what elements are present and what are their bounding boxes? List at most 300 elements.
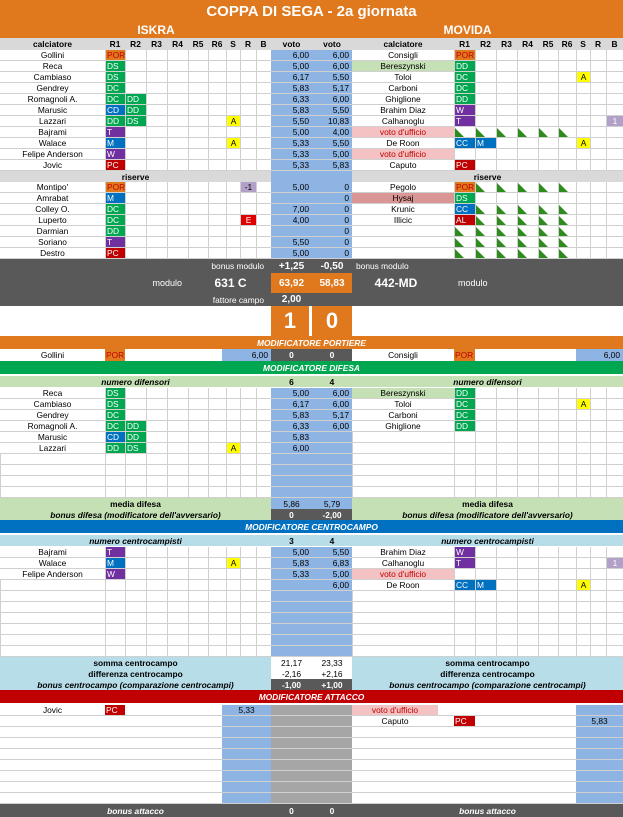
empty-cell [496, 432, 517, 442]
empty-cell [590, 476, 606, 486]
away-player-name[interactable] [352, 226, 454, 236]
red-card-flag: -1 [240, 182, 256, 192]
empty-cell [188, 388, 208, 398]
empty-cell [590, 646, 606, 656]
empty-cell [226, 149, 240, 159]
empty-cell [558, 72, 576, 82]
empty-cell [590, 569, 606, 579]
home-player-name[interactable]: Marusic [37, 432, 68, 442]
role-badge: CD [105, 105, 125, 115]
away-col-header: R1 [459, 39, 470, 49]
empty-cell [517, 149, 538, 159]
role-badge: DS [454, 193, 475, 203]
empty-cell [475, 635, 496, 645]
empty-cell [271, 646, 312, 656]
away-player-name[interactable]: Krunic [391, 204, 415, 214]
empty-cell [125, 388, 146, 398]
starter-row [0, 149, 623, 160]
green-triangle-icon [559, 183, 568, 192]
empty-cell [105, 465, 125, 475]
empty-cell [312, 635, 352, 645]
difesa-row [0, 388, 623, 399]
empty-cell [240, 569, 256, 579]
empty-cell [517, 193, 538, 203]
empty-cell [105, 454, 125, 464]
empty-cell [146, 410, 167, 420]
empty-cell [167, 204, 188, 214]
empty-cell [256, 149, 271, 159]
empty-cell [558, 580, 576, 590]
empty-cell [240, 613, 256, 623]
away-player-name[interactable]: Brahim Diaz [380, 547, 426, 557]
empty-cell [606, 105, 623, 115]
away-vote: 4,00 [312, 127, 352, 137]
away-player-name[interactable]: voto d'ufficio [352, 127, 454, 137]
away-player-name[interactable]: Illicic [393, 215, 413, 225]
empty-cell [208, 399, 226, 409]
bonus-centrocampo-row [0, 679, 623, 690]
empty-cell [352, 454, 454, 464]
empty-cell [226, 237, 240, 247]
empty-cell [558, 443, 576, 453]
empty-cell [496, 476, 517, 486]
home-player-name[interactable]: Gendrey [36, 410, 69, 420]
empty-cell [271, 476, 312, 486]
role-badge: DD [105, 443, 125, 453]
green-triangle-icon [455, 227, 464, 236]
centrocampo-subheader [0, 535, 623, 546]
away-vote: 6,00 [312, 94, 352, 104]
home-col-header: R2 [130, 39, 141, 49]
empty-cell [590, 558, 606, 568]
empty-cell [256, 116, 271, 126]
attacco-row [0, 782, 623, 793]
empty-cell [606, 635, 623, 645]
role-badge: CC [454, 204, 475, 214]
home-player-name[interactable]: Reca [42, 61, 63, 71]
empty-cell [167, 476, 188, 486]
empty-cell [256, 432, 271, 442]
empty-cell [576, 116, 590, 126]
empty-cell [606, 487, 623, 497]
empty-cell [0, 465, 105, 475]
away-vote: 6,00 [312, 61, 352, 71]
empty-cell [590, 127, 606, 137]
empty-cell [240, 138, 256, 148]
empty-cell [558, 61, 576, 71]
role-badge: PC [105, 705, 125, 715]
away-player-name[interactable]: Toloi [394, 72, 412, 82]
empty-cell [538, 399, 558, 409]
green-triangle-icon [497, 216, 506, 225]
empty-cell [226, 476, 240, 486]
home-player-name[interactable]: Destro [40, 248, 65, 258]
empty-cell [188, 613, 208, 623]
empty-cell [208, 487, 226, 497]
empty-cell [226, 580, 240, 590]
home-player-name[interactable]: Marusic [37, 105, 68, 115]
green-triangle-icon [559, 128, 568, 137]
empty-cell [576, 160, 590, 170]
empty-cell [208, 432, 226, 442]
empty-cell [352, 635, 454, 645]
empty-cell [576, 443, 590, 453]
bonus-difesa-row [0, 509, 623, 520]
empty-cell [496, 410, 517, 420]
empty-cell [226, 248, 240, 258]
difesa-row [0, 432, 623, 443]
empty-cell [475, 83, 496, 93]
empty-cell [208, 94, 226, 104]
away-player-name[interactable]: De Roon [386, 580, 420, 590]
empty-cell [240, 61, 256, 71]
empty-cell [312, 602, 352, 612]
empty-cell [222, 727, 271, 737]
away-player-name[interactable]: Calhanoglu [381, 116, 425, 126]
difesa-subheader [0, 376, 623, 387]
reserve-row [0, 204, 623, 215]
home-player-name[interactable]: Montipo' [36, 182, 69, 192]
bonus-attacco-row [0, 804, 623, 817]
empty-cell [208, 602, 226, 612]
green-triangle-icon [497, 227, 506, 236]
empty-cell [256, 83, 271, 93]
empty-cell [558, 399, 576, 409]
empty-cell [240, 547, 256, 557]
attacco-row [0, 749, 623, 760]
media-difesa-row [0, 498, 623, 509]
empty-cell [240, 127, 256, 137]
empty-cell [558, 547, 576, 557]
empty-cell [606, 547, 623, 557]
home-vote [271, 193, 312, 203]
away-reserves-label: riserve [473, 171, 502, 182]
empty-cell [167, 410, 188, 420]
attacco-row [0, 705, 623, 716]
empty-cell [146, 138, 167, 148]
empty-cell [125, 138, 146, 148]
role-badge: DC [105, 83, 125, 93]
empty-cell [0, 487, 105, 497]
home-player-name[interactable]: Felipe Anderson [22, 569, 83, 579]
empty-cell [312, 591, 352, 601]
empty-cell [125, 83, 146, 93]
empty-cell [146, 61, 167, 71]
empty-cell [538, 476, 558, 486]
empty-cell [167, 591, 188, 601]
empty-cell [256, 50, 271, 60]
empty-cell [125, 61, 146, 71]
empty-cell [146, 569, 167, 579]
green-triangle-icon [455, 249, 464, 258]
empty-cell [256, 580, 271, 590]
home-somma: 21,17 [271, 657, 312, 668]
empty-cell [475, 558, 496, 568]
empty-cell [0, 613, 105, 623]
empty-cell [271, 635, 312, 645]
empty-cell [188, 83, 208, 93]
empty-cell [222, 793, 271, 803]
away-player-name[interactable] [352, 248, 454, 258]
empty-cell [105, 580, 125, 590]
empty-cell [240, 410, 256, 420]
home-player-name[interactable]: Bajrami [38, 127, 67, 137]
empty-cell [590, 204, 606, 214]
role-badge: DD [105, 116, 125, 126]
empty-cell [226, 624, 240, 634]
empty-cell [226, 410, 240, 420]
away-player-name[interactable]: Ghiglione [385, 421, 421, 431]
away-vote: 5,17 [312, 410, 352, 420]
home-player-name[interactable]: Lazzari [39, 443, 66, 453]
centrocampo-row [0, 580, 623, 591]
role-badge: PC [105, 160, 125, 170]
away-player-name[interactable]: De Roon [386, 138, 420, 148]
empty-cell [146, 613, 167, 623]
away-player-name[interactable]: Pegolo [389, 182, 417, 192]
empty-cell [496, 116, 517, 126]
empty-cell [475, 94, 496, 104]
role-badge: DC [105, 410, 125, 420]
green-triangle-icon [559, 205, 568, 214]
home-vote-header: voto [282, 39, 301, 49]
home-vote: 6,00 [271, 50, 312, 60]
home-player-name[interactable]: Soriano [38, 237, 67, 247]
empty-cell [167, 248, 188, 258]
empty-cell [576, 624, 590, 634]
empty-cell [0, 646, 105, 656]
role-badge: DS [125, 116, 146, 126]
empty-cell [256, 646, 271, 656]
home-player-name[interactable]: Bajrami [38, 547, 67, 557]
empty-cell [517, 580, 538, 590]
empty-cell [606, 410, 623, 420]
role-badge: DS [105, 399, 125, 409]
empty-cell [271, 171, 312, 182]
empty-cell [256, 613, 271, 623]
empty-cell [188, 558, 208, 568]
away-player-name[interactable]: Bereszynski [352, 388, 454, 398]
empty-cell [496, 454, 517, 464]
home-modulo: 631 C [214, 276, 247, 290]
empty-cell [590, 432, 606, 442]
empty-cell [352, 602, 454, 612]
away-vote: 5,17 [312, 83, 352, 93]
empty-cell [312, 465, 352, 475]
empty-cell [256, 105, 271, 115]
modulo-label: modulo [458, 278, 488, 288]
empty-cell [256, 399, 271, 409]
empty-cell [475, 613, 496, 623]
empty-cell [517, 443, 538, 453]
empty-cell [271, 580, 312, 590]
role-badge: M [475, 138, 496, 148]
empty-cell [576, 547, 590, 557]
home-player-name[interactable]: Felipe Anderson [22, 149, 83, 159]
home-player-name[interactable]: Jovic [42, 160, 63, 170]
starter-row [0, 50, 623, 61]
empty-cell [167, 61, 188, 71]
home-player-name[interactable]: Lazzari [39, 116, 66, 126]
empty-cell [606, 204, 623, 214]
empty-cell [312, 171, 352, 182]
away-player-name[interactable]: voto d'ufficio [352, 149, 454, 159]
empty-cell [475, 399, 496, 409]
empty-cell [125, 215, 146, 225]
away-vote: 0 [312, 248, 352, 258]
away-player-name[interactable]: Toloi [394, 399, 412, 409]
empty-cell [590, 388, 606, 398]
role-badge: DC [454, 83, 475, 93]
home-player-name[interactable]: Walace [38, 138, 67, 148]
empty-cell [590, 399, 606, 409]
team-bar [0, 22, 623, 38]
home-player-name[interactable]: Reca [42, 388, 63, 398]
away-player-name[interactable]: Bereszynski [352, 61, 454, 71]
empty-cell [208, 160, 226, 170]
away-player-name[interactable]: Caputo [389, 160, 417, 170]
empty-cell [475, 116, 496, 126]
empty-cell [208, 421, 226, 431]
empty-cell [256, 160, 271, 170]
empty-cell [558, 454, 576, 464]
away-player-name[interactable]: Brahim Diaz [380, 105, 426, 115]
empty-cell [188, 204, 208, 214]
empty-cell [208, 105, 226, 115]
empty-cell [188, 160, 208, 170]
empty-cell [454, 487, 475, 497]
away-player-header: calciatore [383, 39, 423, 49]
role-badge: M [105, 193, 125, 203]
empty-cell [576, 410, 590, 420]
empty-cell [188, 399, 208, 409]
empty-cell [226, 569, 240, 579]
home-player-name[interactable]: Luperto [38, 215, 67, 225]
empty-cell [271, 738, 312, 748]
starter-row [0, 72, 623, 83]
away-player-name[interactable]: voto d'ufficio [352, 569, 454, 579]
empty-cell [167, 149, 188, 159]
green-triangle-icon [539, 238, 548, 247]
empty-cell [240, 94, 256, 104]
role-badge: CC [454, 580, 475, 590]
home-player-name[interactable]: Gendrey [36, 83, 69, 93]
home-player-name[interactable]: Romagnoli A. [27, 421, 78, 431]
home-player-name[interactable]: Cambiaso [33, 399, 72, 409]
empty-cell [105, 476, 125, 486]
home-player-name[interactable]: Amrabat [36, 193, 69, 203]
empty-cell [576, 182, 590, 192]
empty-cell [240, 602, 256, 612]
empty-cell [188, 105, 208, 115]
away-player-name[interactable]: Carboni [388, 410, 418, 420]
empty-cell [606, 94, 623, 104]
away-player-name[interactable]: Hysaj [352, 193, 454, 203]
empty-cell [496, 558, 517, 568]
role-badge: T [105, 127, 125, 137]
empty-cell [475, 476, 496, 486]
away-somma: 23,33 [312, 657, 352, 668]
empty-cell [125, 237, 146, 247]
empty-cell [576, 782, 623, 792]
empty-cell [146, 149, 167, 159]
home-player-name[interactable]: Colley O. [35, 204, 70, 214]
home-player-name[interactable]: Romagnoli A. [27, 94, 78, 104]
home-player-name[interactable]: Gollini [40, 50, 65, 60]
empty-cell [226, 215, 240, 225]
empty-cell [312, 716, 352, 726]
away-bonus-modulo: -0,50 [320, 260, 344, 272]
empty-cell [240, 580, 256, 590]
empty-cell [240, 646, 256, 656]
home-player-name[interactable]: Walace [38, 558, 67, 568]
away-player-name[interactable]: Ghiglione [385, 94, 421, 104]
home-vote: 5,00 [271, 182, 312, 192]
empty-cell [558, 487, 576, 497]
role-badge: T [454, 558, 475, 568]
empty-cell [496, 160, 517, 170]
away-player-name[interactable] [352, 237, 454, 247]
empty-cell [167, 116, 188, 126]
empty-cell [188, 602, 208, 612]
empty-cell [0, 624, 105, 634]
empty-cell [606, 399, 623, 409]
role-badge: W [454, 105, 475, 115]
empty-cell [576, 237, 590, 247]
empty-cell [496, 138, 517, 148]
empty-cell [256, 591, 271, 601]
home-bonus-centrocampo: -1,00 [271, 679, 312, 690]
green-triangle-icon [476, 128, 485, 137]
empty-cell [590, 50, 606, 60]
away-attacker-vote [576, 705, 623, 715]
difesa-row [0, 399, 623, 410]
empty-cell [222, 738, 271, 748]
away-vote: 0 [312, 193, 352, 203]
centrocampo-row [0, 591, 623, 602]
home-bonus-difesa: 0 [271, 509, 312, 520]
empty-cell [517, 50, 538, 60]
substitution-flag: A [576, 399, 590, 409]
empty-cell [606, 569, 623, 579]
reserve-row [0, 237, 623, 248]
empty-cell [125, 487, 146, 497]
empty-cell [208, 465, 226, 475]
empty-cell [454, 149, 475, 159]
empty-cell [271, 613, 312, 623]
away-team-name: MOVIDA [443, 23, 492, 37]
home-player-name[interactable]: Cambiaso [33, 72, 72, 82]
modulo-label: modulo [152, 278, 182, 288]
away-vote: 6,83 [312, 558, 352, 568]
empty-cell [167, 602, 188, 612]
role-badge: DS [125, 443, 146, 453]
empty-cell [146, 443, 167, 453]
empty-cell [312, 749, 352, 759]
home-diff-label: differenza centrocampo [88, 668, 183, 679]
away-player-name[interactable]: Consigli [388, 50, 418, 60]
away-player-name[interactable]: Calhanoglu [381, 558, 425, 568]
empty-cell [222, 716, 271, 726]
role-badge: T [105, 547, 125, 557]
centrocampo-row [0, 569, 623, 580]
empty-cell [208, 226, 226, 236]
home-player-name[interactable]: Darmian [36, 226, 69, 236]
away-col-header: R2 [480, 39, 491, 49]
empty-cell [576, 727, 623, 737]
away-player-name[interactable]: Carboni [388, 83, 418, 93]
empty-cell [475, 432, 496, 442]
